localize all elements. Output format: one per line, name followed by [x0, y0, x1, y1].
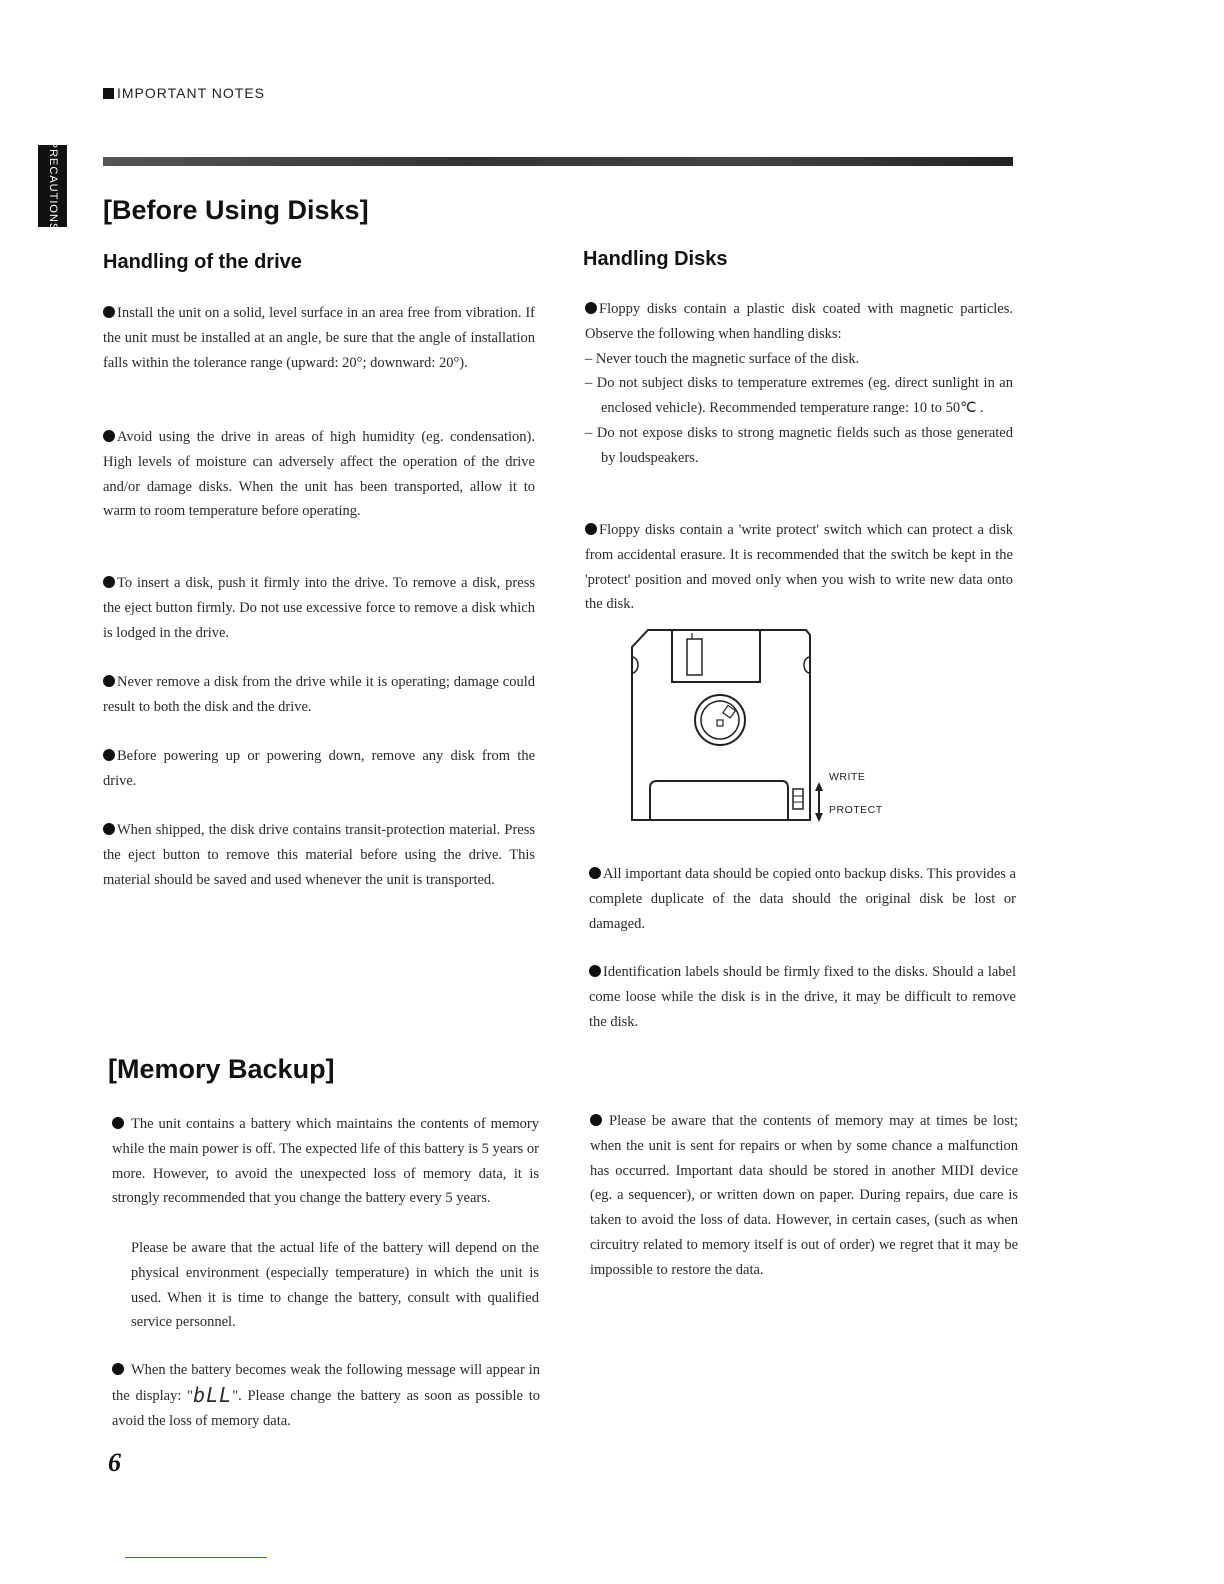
section-side-tab — [38, 140, 67, 232]
bullet-icon — [112, 1363, 124, 1375]
floppy-disk-figure — [620, 625, 900, 830]
drive-note-5: Before powering up or powering down, remove any disk from the drive. — [103, 748, 535, 789]
bullet-icon — [589, 965, 601, 977]
section-rule-bar — [103, 157, 1013, 166]
disks-caution-2: – Do not subject disks to temperature extremes (eg. direct sunlight in an enclosed vehicle). Recommended temperature range: 10 to 50℃ . — [585, 375, 1013, 417]
write-label: WRITE — [829, 771, 866, 783]
running-header-text: IMPORTANT NOTES — [117, 85, 266, 101]
memory-note-3: Please be aware that the contents of memory may at times be lost; when the unit is sent for repairs or when by some chance a malfunction has occurred. Important data should be stored in another MIDI device (eg. a sequencer), or written down on paper. During repairs, due care is taken to avoid the loss of data. However, in certain cases, (such as when circuitry related to memory itself is out of order) we regret that it may be impossible to restore the data. — [590, 1113, 1018, 1278]
bullet-icon — [590, 1114, 602, 1126]
bullet-icon — [589, 867, 601, 879]
running-header — [103, 85, 265, 101]
bullet-icon — [103, 430, 115, 442]
footer-line — [125, 1557, 267, 1558]
header-square-icon — [103, 88, 114, 99]
bullet-icon — [585, 302, 597, 314]
bullet-icon — [103, 675, 115, 687]
bullet-icon — [103, 576, 115, 588]
drive-note-6: When shipped, the disk drive contains transit-protection material. Press the eject button to remove this material before using the drive. This material should be saved and used whenever the unit is transported. — [103, 822, 535, 888]
bullet-icon — [112, 1117, 124, 1129]
memory-note-1: The unit contains a battery which maintains the contents of memory while the main power is off. The expected life of this battery is 5 years or more. However, to avoid the unexpected loss of memory data, it is strongly recommended that you change the battery every 5 years. — [112, 1116, 539, 1207]
disks-note-1: Floppy disks contain a plastic disk coated with magnetic particles. Observe the following when handling disks: – Never touch the magnetic surface of the disk. – Do not subject disks to temperature extremes (eg. direct sunlight in an enclosed vehicle). Recommended temperature range: 10 to 50℃ . – Do not expose disks to strong magnetic fields such as those generated by loudspeakers. — [585, 297, 1013, 471]
side-tab-label: PRECAUTIONS — [46, 140, 59, 232]
before-using-disks-title: [Before Using Disks] — [103, 195, 369, 225]
disks-note-4: Identification labels should be firmly fixed to the disks. Should a label come loose while the disk is in the drive, it may be difficult to remove the disk. — [589, 964, 1016, 1030]
drive-note-2: Avoid using the drive in areas of high humidity (eg. condensation). High levels of moisture can adversely affect the operation of the drive and/or damage disks. When the unit has been transported, allow it to warm to room temperature before operating. — [103, 429, 535, 520]
handling-drive-title: Handling of the drive — [103, 251, 302, 273]
memory-backup-title: [Memory Backup] — [108, 1054, 335, 1084]
bullet-icon — [103, 823, 115, 835]
protect-label: PROTECT — [829, 804, 883, 816]
floppy-disk-icon — [620, 625, 900, 830]
bullet-icon — [103, 306, 115, 318]
drive-note-4: Never remove a disk from the drive while it is operating; damage could result to both the disk and the drive. — [103, 674, 535, 715]
page-number: 6 — [108, 1448, 121, 1477]
disks-note-3: All important data should be copied onto backup disks. This provides a complete duplicate of the data should the original disk be lost or damaged. — [589, 866, 1016, 932]
bullet-icon — [585, 523, 597, 535]
handling-disks-title: Handling Disks — [583, 248, 728, 270]
disks-note-2: Floppy disks contain a 'write protect' switch which can protect a disk from accidental erasure. It is recommended that the switch be kept in the 'protect' position and moved only when you wish to write new data onto the disk. — [585, 522, 1013, 613]
battery-low-display-message: bLL — [193, 1382, 233, 1407]
memory-note-1-continued: Please be aware that the actual life of the battery will depend on the physical environment (especially temperature) in which the unit is used. When it is time to change the battery, consult with qualified service personnel. — [131, 1240, 539, 1331]
disks-caution-3: – Do not expose disks to strong magnetic fields such as those generated by loudspeakers. — [585, 424, 1013, 466]
drive-note-3: To insert a disk, push it firmly into the drive. To remove a disk, press the eject button firmly. Do not use excessive force to remove a disk which is lodged in the drive. — [103, 575, 535, 641]
memory-note-2: When the battery becomes weak the following message will appear in the display: "bLL". Please change the battery as soon as possible to avoid the loss of memory data. — [112, 1362, 540, 1429]
drive-note-1: Install the unit on a solid, level surface in an area free from vibration. If the unit must be installed at an angle, be sure that the angle of installation falls within the tolerance range (upward: 20°; downward: 20°). — [103, 305, 535, 371]
bullet-icon — [103, 749, 115, 761]
disks-caution-1: – Never touch the magnetic surface of the disk. — [585, 350, 860, 367]
